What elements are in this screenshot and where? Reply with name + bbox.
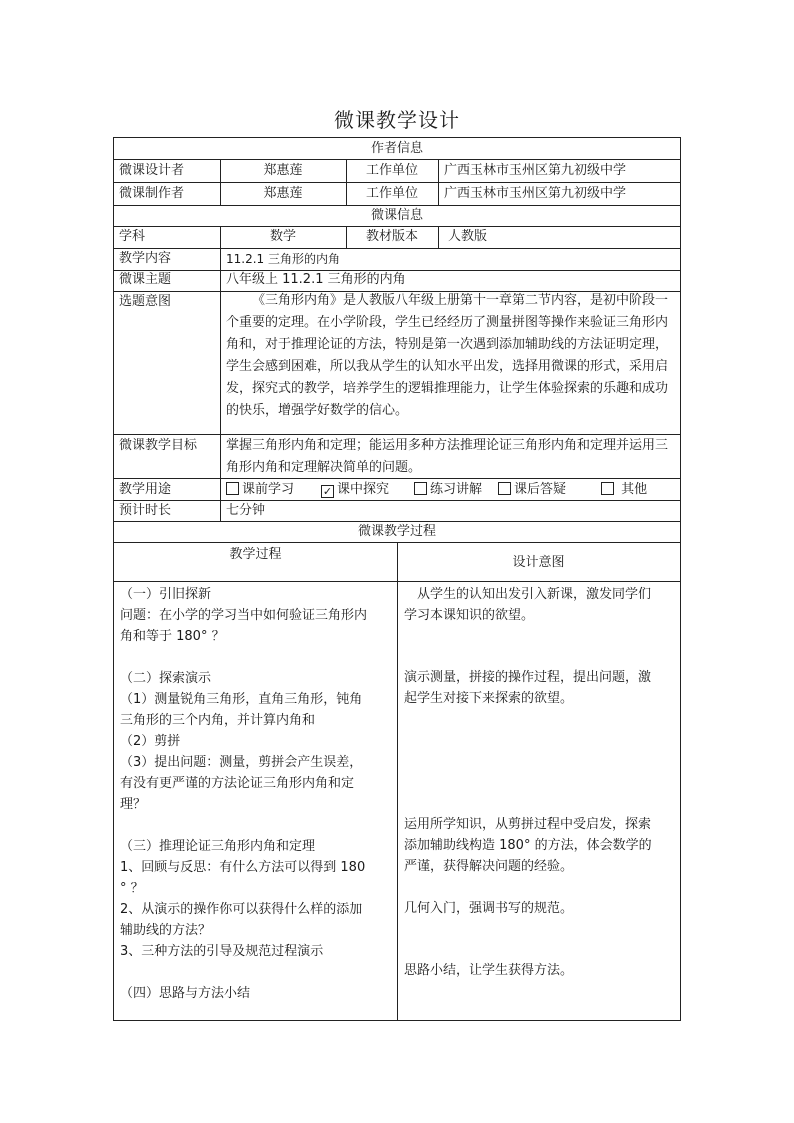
intent-column-header: 设计意图 xyxy=(512,555,565,570)
process-line: ° ？ xyxy=(120,881,144,896)
process-line: （2）剪拼 xyxy=(120,734,181,749)
use-option-other[interactable]: 其他 xyxy=(601,480,647,500)
page-title: 微课教学设计 xyxy=(334,108,460,132)
intent-notes-3 xyxy=(404,814,678,877)
process-line: 3、三种方法的引导及规范过程演示 xyxy=(120,944,324,959)
producer-unit: 广西玉林市玉州区第九初级中学 xyxy=(444,186,627,201)
process-line xyxy=(120,647,395,668)
duration-label: 预计时长 xyxy=(119,503,172,518)
process-line: 辅助线的方法？ xyxy=(120,923,212,938)
process-line: 问题：在小学的学习当中如何验证三角形内 xyxy=(120,608,368,623)
process-line xyxy=(120,962,395,983)
use-option-after-class[interactable]: 课后答疑 xyxy=(498,480,566,500)
process-line: 角和等于 180° ？ xyxy=(120,629,225,644)
use-label: 教学用途 xyxy=(119,482,172,497)
intent-line: 添加辅助线构造 180° 的方法，体会数学的 xyxy=(404,838,652,853)
intent-line: 几何入门，强调书写的规范。 xyxy=(404,901,574,916)
goal-label: 微课教学目标 xyxy=(119,438,198,453)
process-heading: 微课教学过程 xyxy=(357,524,436,539)
intent-line: 严谨，获得解决问题的经验。 xyxy=(404,859,574,874)
intent-line: 演示测量，拼接的操作过程，提出问题，激 xyxy=(404,670,652,685)
intent-label: 选题意图 xyxy=(119,294,172,309)
intent-line: 从学生的认知出发引入新课，激发同学们 xyxy=(417,587,652,602)
process-line: 1、回顾与反思：有什么方法可以得到 180 xyxy=(120,860,366,875)
process-line: （1）测量锐角三角形，直角三角形，钝角 xyxy=(120,692,363,707)
designer-label: 微课设计者 xyxy=(119,163,185,178)
process-line: （三）推理论证三角形内角和定理 xyxy=(120,839,316,854)
process-line: 理？ xyxy=(120,797,147,812)
use-option-in-class[interactable]: ✓ 课中探究 xyxy=(322,482,390,498)
process-column-header: 教学过程 xyxy=(229,547,282,562)
goal-text: 掌握三角形内角和定理；能运用多种方法推理论证三角形内角和定理并运用三角形内角和定理解决简单的问题。 xyxy=(226,438,669,475)
use-option-exercise[interactable]: 练习讲解 xyxy=(414,480,482,500)
other-checkbox[interactable] xyxy=(601,482,614,495)
pre-class-checkbox[interactable] xyxy=(226,482,239,495)
edition-label: 教材版本 xyxy=(365,229,418,244)
designer-unit-label: 工作单位 xyxy=(365,163,418,178)
in-class-checkbox[interactable]: ✓ xyxy=(322,485,333,498)
use-option-pre-class[interactable]: 课前学习 xyxy=(226,480,294,500)
process-line: （3）提出问题：测量，剪拼会产生误差， xyxy=(120,755,363,770)
process-line: （二）探索演示 xyxy=(120,671,212,686)
design-table xyxy=(113,137,681,1021)
intent-line: 运用所学知识，从剪拼过程中受启发，探索 xyxy=(404,817,652,832)
content-label: 教学内容 xyxy=(119,251,172,266)
intent-notes-5 xyxy=(404,960,678,981)
author-info-heading: 作者信息 xyxy=(370,141,423,156)
producer-name: 郑惠莲 xyxy=(263,186,303,201)
process-line xyxy=(120,815,395,836)
topic-value: 八年级上 11.2.1 三角形的内角 xyxy=(226,272,406,287)
process-line: 2、从演示的操作你可以获得什么样的添加 xyxy=(120,902,363,917)
intent-text: 《三角形内角》是人教版八年级上册第十一章第二节内容，是初中阶段一个重要的定理。在小学阶段，学生已经经历了测量拼图等操作来验证三角形内角和，对于推理论证的方法，特别是第一次遇到添加辅助线的方法证明定理，学生会感到困难，所以我从学生的认知水平出发，选择用微课的形式，采用启发，探究式的教学，培养学生的逻辑推理能力，让学生体验探索的乐趣和成功的快乐，增强学好数学的信心。 xyxy=(226,293,669,418)
intent-line: 学习本课知识的欲望。 xyxy=(404,608,535,623)
process-steps xyxy=(120,584,395,1004)
process-line: （四）思路与方法小结 xyxy=(120,986,251,1001)
edition-value: 人教版 xyxy=(448,229,488,244)
topic-label: 微课主题 xyxy=(119,272,172,287)
producer-unit-label: 工作单位 xyxy=(365,186,418,201)
course-info-heading: 微课信息 xyxy=(370,208,423,223)
content-value: 11.2.1 三角形的内角 xyxy=(226,252,340,266)
process-line: 有没有更严谨的方法论证三角形内角和定 xyxy=(120,776,355,791)
intent-notes xyxy=(404,584,678,626)
intent-notes-2 xyxy=(404,667,678,709)
designer-name: 郑惠莲 xyxy=(263,163,303,178)
designer-unit: 广西玉林市玉州区第九初级中学 xyxy=(444,163,627,178)
after-class-checkbox[interactable] xyxy=(498,482,511,495)
intent-line: 思路小结，让学生获得方法。 xyxy=(404,963,574,978)
exercise-checkbox[interactable] xyxy=(414,482,427,495)
process-line: 三角形的三个内角，并计算内角和 xyxy=(120,713,316,728)
subject-label: 学科 xyxy=(119,229,146,244)
duration-value: 七分钟 xyxy=(226,503,266,518)
intent-notes-4 xyxy=(404,898,678,919)
process-line: （一）引旧探新 xyxy=(120,587,212,602)
intent-line: 起学生对接下来探索的欲望。 xyxy=(404,691,574,706)
producer-label: 微课制作者 xyxy=(119,186,185,201)
subject-value: 数学 xyxy=(269,229,296,244)
